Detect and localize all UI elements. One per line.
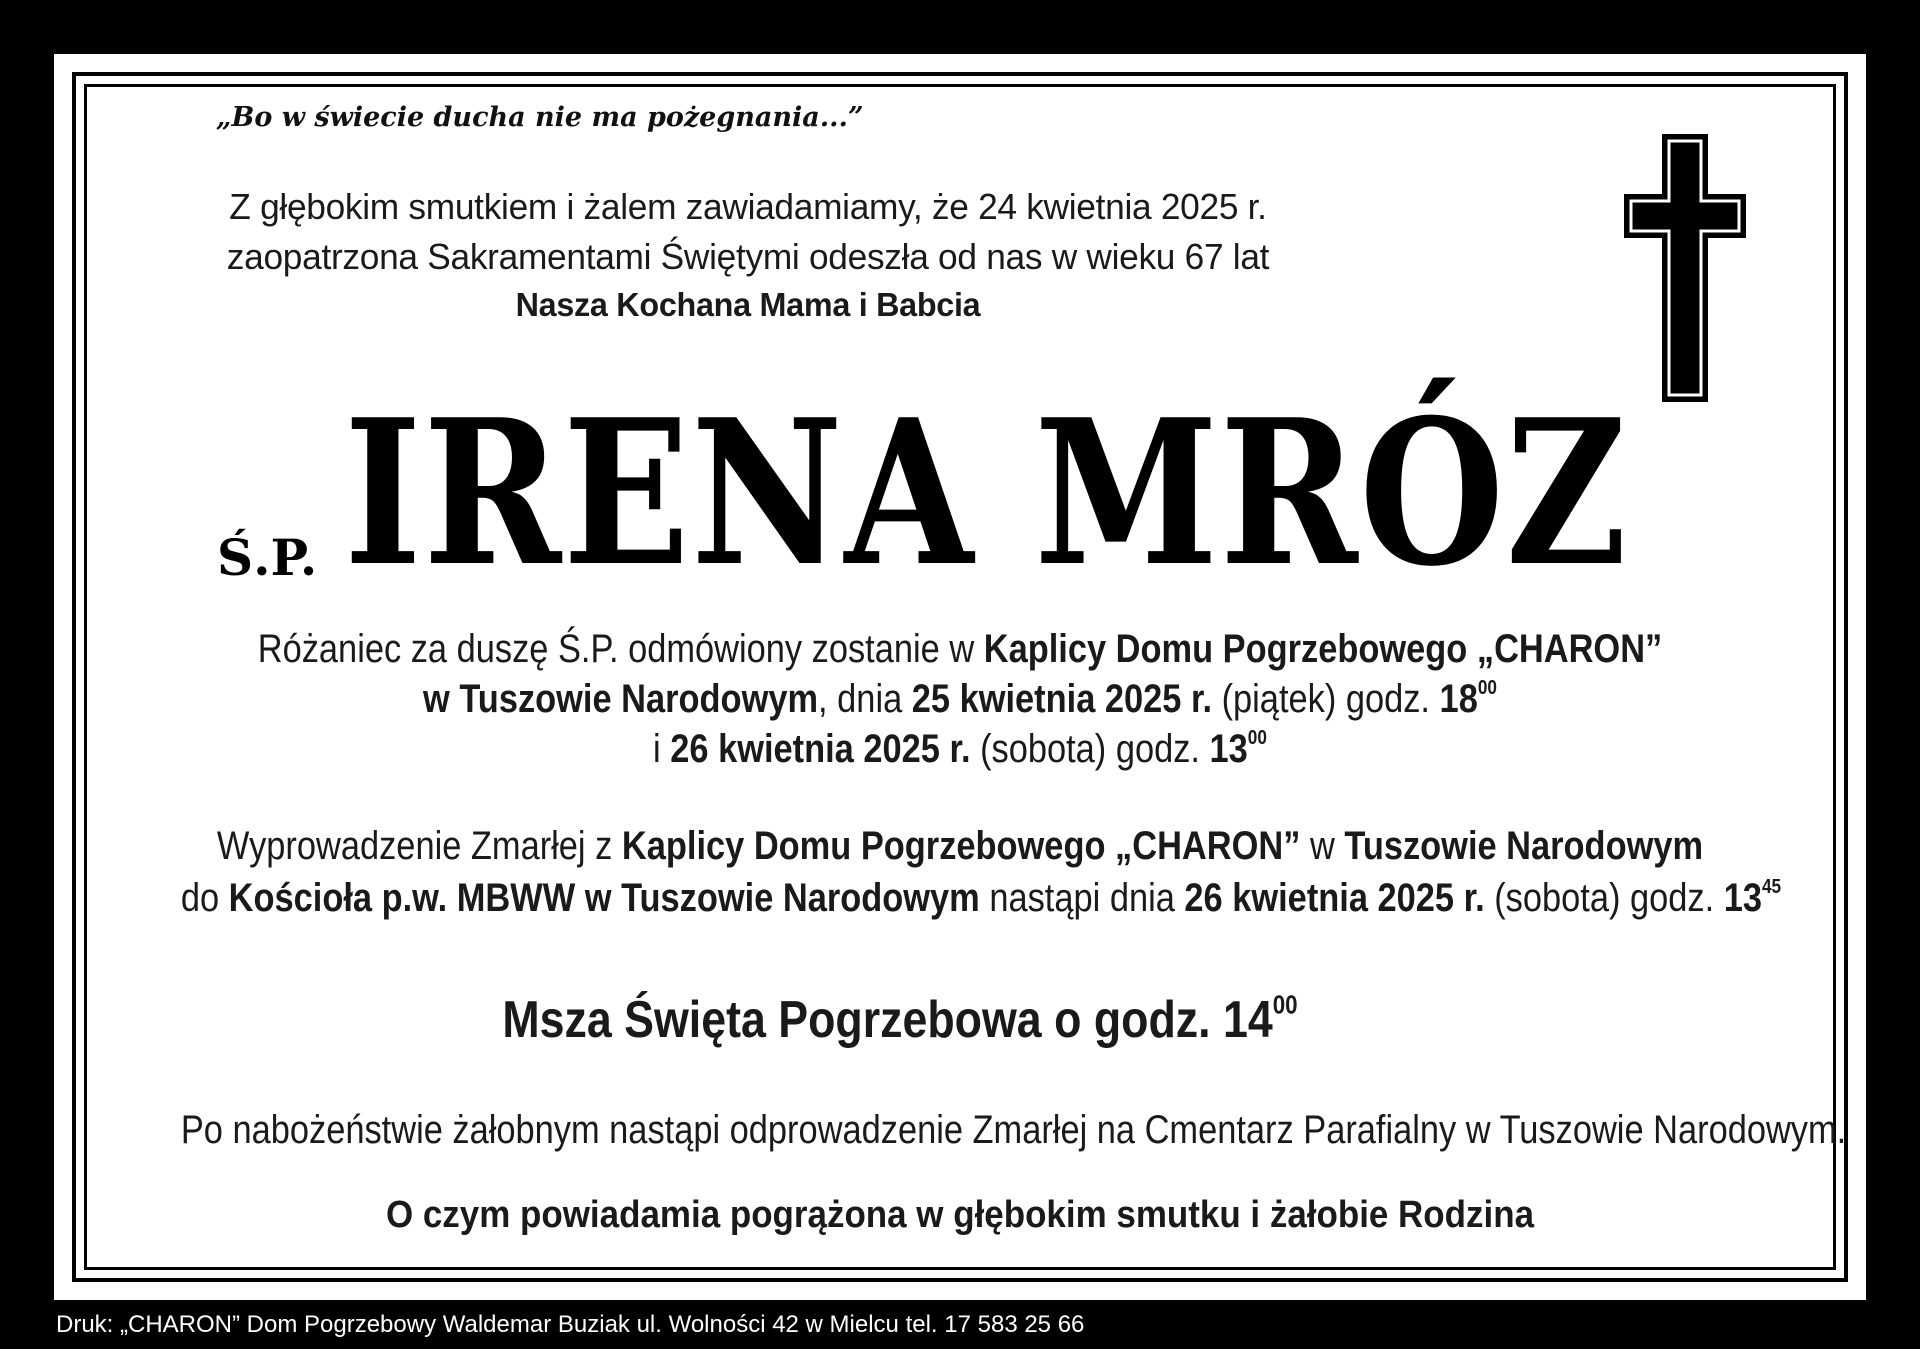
intro-line-3: Nasza Kochana Mama i Babcia	[515, 286, 981, 323]
intro-line-2: zaopatrzona Sakramentami Świętymi odeszła od nas w wieku 67 lat	[226, 236, 1270, 277]
mass-line: Msza Święta Pogrzebowa o godz. $14^{00}$	[502, 989, 1298, 1049]
intro-line-1: Z głębokim smutkiem i żalem zawiadamiamy, że 24 kwietnia 2025 r.	[229, 186, 1267, 227]
burial-line: Po nabożeństwie żałobnym nastąpi odprowadzenie Zmarłej na Cmentarz Parafialny w Tuszowie Narodowym.	[180, 1108, 1847, 1152]
obituary-card	[54, 54, 1866, 1300]
deceased-name: IRENA MRÓZ	[344, 376, 1629, 611]
honorific: Ś.P.	[217, 528, 318, 587]
printer-footer: Druk: „CHARON” Dom Pogrzebowy Waldemar Buziak ul. Wolności 42 w Mielcu tel. 17 583 25 66	[56, 1311, 1085, 1338]
cross-icon	[1624, 134, 1746, 402]
rosary-line-2: w Tuszowie Narodowym, dnia 25 kwietnia 2025 r. (piątek) godz. $18^{00}$	[423, 677, 1497, 721]
motto: „Bo w świecie ducha nie ma pożegnania...”	[216, 102, 864, 133]
rosary-line-3: i 26 kwietnia 2025 r. (sobota) godz. $13^{00}$	[653, 727, 1267, 771]
rosary-line-1: Różaniec za duszę Ś.P. odmówiony zostanie w Kaplicy Domu Pogrzebowego „CHARON”	[257, 627, 1663, 671]
procession-line-1: Wyprowadzenie Zmarłej z Kaplicy Domu Pogrzebowego „CHARON” w Tuszowie Narodowym	[216, 824, 1704, 868]
procession-line-2: do Kościoła p.w. MBWW w Tuszowie Narodowym nastąpi dnia 26 kwietnia 2025 r. (sobota) godz. $13^{45}$	[180, 876, 1782, 920]
closing-line: O czym powiadamia pogrążona w głębokim smutku i żałobie Rodzina	[385, 1194, 1535, 1236]
